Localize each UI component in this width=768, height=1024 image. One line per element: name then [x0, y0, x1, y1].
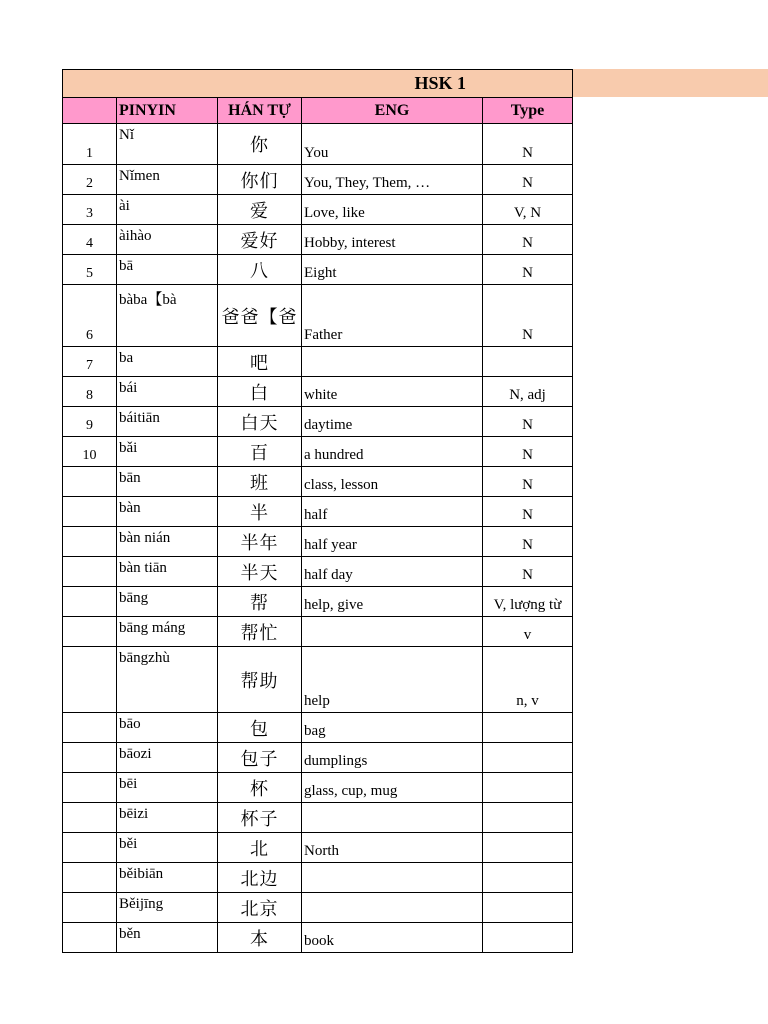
row-number: 1 [63, 124, 117, 165]
row-number: 2 [63, 165, 117, 195]
header-num [63, 98, 117, 124]
table-row [63, 863, 573, 893]
english-cell: class, lesson [302, 467, 483, 497]
row-number [63, 527, 117, 557]
table-row [63, 833, 573, 863]
pinyin-cell: báitiān [117, 407, 218, 437]
row-number [63, 803, 117, 833]
type-cell: N, adj [483, 377, 573, 407]
pinyin-cell: bāozi [117, 743, 218, 773]
row-number [63, 743, 117, 773]
type-cell [483, 863, 573, 893]
hanzi-cell: 半年 [218, 527, 302, 557]
type-cell [483, 923, 573, 953]
row-number: 3 [63, 195, 117, 225]
row-number: 6 [63, 285, 117, 347]
table-row [63, 377, 573, 407]
pinyin-cell: bēi [117, 773, 218, 803]
row-number [63, 713, 117, 743]
type-cell: N [483, 467, 573, 497]
pinyin-cell: bāngzhù [117, 647, 218, 713]
row-number [63, 497, 117, 527]
hanzi-cell: 杯 [218, 773, 302, 803]
table-row [63, 225, 573, 255]
table-row [63, 527, 573, 557]
type-cell: N [483, 557, 573, 587]
pinyin-cell: bǎi [117, 437, 218, 467]
pinyin-cell: àihào [117, 225, 218, 255]
header-row [63, 98, 573, 124]
hanzi-cell: 包 [218, 713, 302, 743]
english-cell [302, 893, 483, 923]
hanzi-cell: 爱好 [218, 225, 302, 255]
english-cell [302, 863, 483, 893]
english-cell: Hobby, interest [302, 225, 483, 255]
table-row [63, 467, 573, 497]
type-cell: V, lượng từ [483, 587, 573, 617]
hanzi-cell: 白天 [218, 407, 302, 437]
pinyin-cell: bāng máng [117, 617, 218, 647]
table-row [63, 407, 573, 437]
type-cell [483, 743, 573, 773]
row-number [63, 923, 117, 953]
row-number [63, 587, 117, 617]
type-cell: N [483, 124, 573, 165]
pinyin-cell: bàn nián [117, 527, 218, 557]
pinyin-cell: Nǐmen [117, 165, 218, 195]
hanzi-cell: 北边 [218, 863, 302, 893]
row-number [63, 647, 117, 713]
english-cell: half day [302, 557, 483, 587]
hanzi-cell: 帮助 [218, 647, 302, 713]
sheet-title: HSK 1 [63, 70, 573, 98]
row-number [63, 893, 117, 923]
header-pinyin: PINYIN [117, 98, 218, 124]
table-row [63, 285, 573, 347]
hanzi-cell: 吧 [218, 347, 302, 377]
hanzi-cell: 本 [218, 923, 302, 953]
pinyin-cell: Nǐ [117, 124, 218, 165]
type-cell [483, 773, 573, 803]
table-row [63, 195, 573, 225]
english-cell: white [302, 377, 483, 407]
row-number [63, 617, 117, 647]
table-row [63, 587, 573, 617]
pinyin-cell: bàba【bà [117, 285, 218, 347]
english-cell: Love, like [302, 195, 483, 225]
english-cell: help, give [302, 587, 483, 617]
table-row [63, 617, 573, 647]
hanzi-cell: 半天 [218, 557, 302, 587]
pinyin-cell: běn [117, 923, 218, 953]
hanzi-cell: 爱 [218, 195, 302, 225]
pinyin-cell: ba [117, 347, 218, 377]
row-number: 7 [63, 347, 117, 377]
row-number: 10 [63, 437, 117, 467]
hanzi-cell: 杯子 [218, 803, 302, 833]
english-cell [302, 347, 483, 377]
hanzi-cell: 爸爸【爸 [218, 285, 302, 347]
english-cell: North [302, 833, 483, 863]
type-cell: V, N [483, 195, 573, 225]
hanzi-cell: 你 [218, 124, 302, 165]
english-cell: book [302, 923, 483, 953]
type-cell [483, 803, 573, 833]
table-row [63, 347, 573, 377]
hanzi-cell: 帮忙 [218, 617, 302, 647]
type-cell: N [483, 225, 573, 255]
table-row [63, 647, 573, 713]
vocab-table [62, 69, 573, 953]
table-row [63, 437, 573, 467]
hanzi-cell: 八 [218, 255, 302, 285]
pinyin-cell: běibiān [117, 863, 218, 893]
pinyin-cell: Běijīng [117, 893, 218, 923]
table-row [63, 497, 573, 527]
pinyin-cell: bāng [117, 587, 218, 617]
type-cell: N [483, 497, 573, 527]
hanzi-cell: 半 [218, 497, 302, 527]
english-cell: You, They, Them, … [302, 165, 483, 195]
type-cell [483, 893, 573, 923]
english-cell: You [302, 124, 483, 165]
hanzi-cell: 北 [218, 833, 302, 863]
hanzi-cell: 你们 [218, 165, 302, 195]
table-row [63, 773, 573, 803]
type-cell: v [483, 617, 573, 647]
table-row [63, 557, 573, 587]
row-number [63, 833, 117, 863]
table-row [63, 743, 573, 773]
english-cell: Father [302, 285, 483, 347]
row-number: 8 [63, 377, 117, 407]
pinyin-cell: bān [117, 467, 218, 497]
type-cell: N [483, 285, 573, 347]
type-cell: N [483, 165, 573, 195]
type-cell: N [483, 255, 573, 285]
row-number: 9 [63, 407, 117, 437]
pinyin-cell: ài [117, 195, 218, 225]
english-cell: half year [302, 527, 483, 557]
row-number: 5 [63, 255, 117, 285]
english-cell: bag [302, 713, 483, 743]
english-cell: daytime [302, 407, 483, 437]
row-number [63, 773, 117, 803]
english-cell: dumplings [302, 743, 483, 773]
hanzi-cell: 帮 [218, 587, 302, 617]
english-cell: help [302, 647, 483, 713]
table-row [63, 713, 573, 743]
table-body [63, 124, 573, 953]
header-eng: ENG [302, 98, 483, 124]
pinyin-cell: bāo [117, 713, 218, 743]
english-cell: half [302, 497, 483, 527]
pinyin-cell: bái [117, 377, 218, 407]
english-cell [302, 617, 483, 647]
row-number: 4 [63, 225, 117, 255]
type-cell: N [483, 407, 573, 437]
row-number [63, 467, 117, 497]
table-row [63, 893, 573, 923]
type-cell [483, 713, 573, 743]
table-row [63, 165, 573, 195]
hanzi-cell: 班 [218, 467, 302, 497]
row-number [63, 557, 117, 587]
pinyin-cell: běi [117, 833, 218, 863]
row-number [63, 863, 117, 893]
hanzi-cell: 白 [218, 377, 302, 407]
hanzi-cell: 北京 [218, 893, 302, 923]
type-cell [483, 347, 573, 377]
pinyin-cell: bēizi [117, 803, 218, 833]
type-cell [483, 833, 573, 863]
table-row [63, 803, 573, 833]
table-row [63, 124, 573, 165]
pinyin-cell: bàn tiān [117, 557, 218, 587]
hanzi-cell: 百 [218, 437, 302, 467]
type-cell: N [483, 437, 573, 467]
english-cell: a hundred [302, 437, 483, 467]
type-cell: n, v [483, 647, 573, 713]
english-cell: glass, cup, mug [302, 773, 483, 803]
header-han: HÁN TỰ [218, 98, 302, 124]
hanzi-cell: 包子 [218, 743, 302, 773]
english-cell: Eight [302, 255, 483, 285]
type-cell: N [483, 527, 573, 557]
table-row [63, 923, 573, 953]
english-cell [302, 803, 483, 833]
pinyin-cell: bàn [117, 497, 218, 527]
table-row [63, 255, 573, 285]
pinyin-cell: bā [117, 255, 218, 285]
header-type: Type [483, 98, 573, 124]
